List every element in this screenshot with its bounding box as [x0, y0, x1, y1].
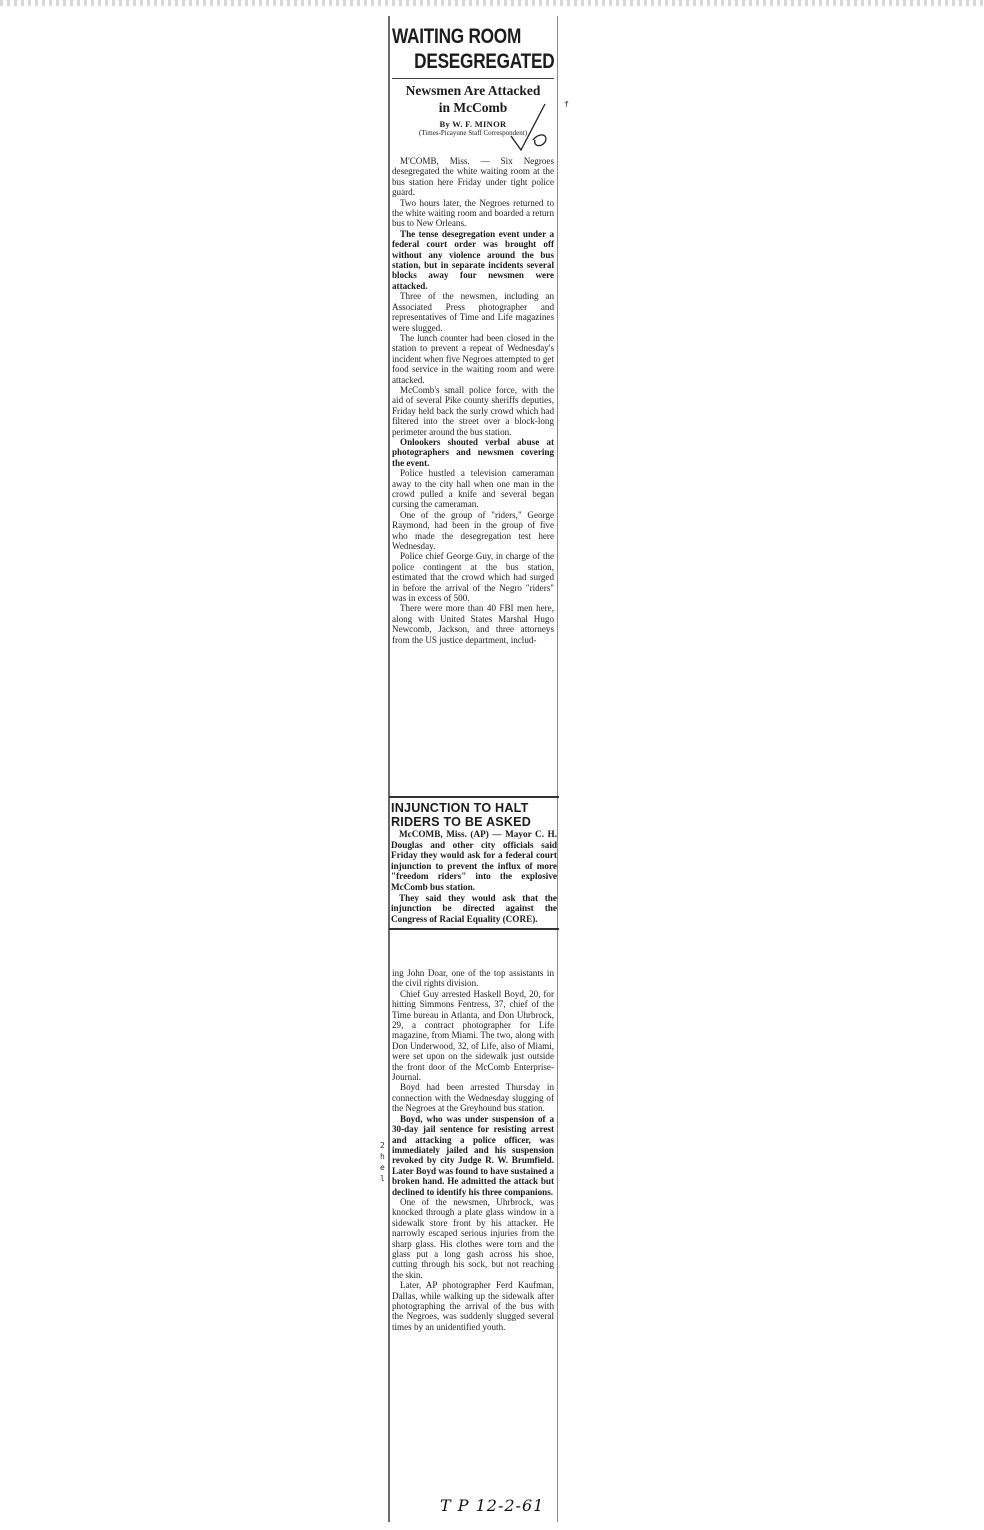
subheadline-line-2: in McComb [438, 100, 508, 115]
headline [392, 24, 555, 74]
byline: By W. F. MINOR [439, 119, 507, 129]
article-body-part-2 [392, 968, 554, 1332]
article-paragraph: Two hours later, the Negroes returned to the white waiting room and boarded a return bus to New Orleans. [392, 197, 554, 229]
subheadline-line-1: Newsmen Are Attacked [405, 83, 541, 98]
article-body-part-1 [392, 156, 554, 645]
article-paragraph: Police chief George Guy, in charge of the police contingent at the bus station, estimated that the crowd which had surged in before the arrival of the Negro "riders" was in excess of 500. [392, 551, 554, 604]
handwritten-check-icon [505, 98, 555, 158]
byline-credit: (Times-Picayune Staff Correspondent) [418, 129, 528, 137]
article-paragraph: Three of the newsmen, including an Associated Press photographer and representatives of Time and Life magazines were slugged. [392, 291, 554, 333]
clipping-right-edge [557, 16, 558, 1522]
article-paragraph: There were more than 40 FBI men here, along with United States Marshal Hugo Newcomb, Jackson, and three attorneys from the US justice department, includ- [392, 603, 554, 645]
article-paragraph: Onlookers shouted verbal abuse at photographers and newsmen covering the event. [392, 436, 554, 468]
handwritten-date-note: T P 12-2-61 [440, 1496, 545, 1515]
sidebar-headline-line-1: INJUNCTION TO HALT [391, 801, 529, 815]
sidebar-paragraph: McCOMB, Miss. (AP) — Mayor C. H. Douglas and other city officials said Friday they would ask for a federal court injunction to prevent the influx of more "freedom riders" into the explosive McComb bus station. [391, 829, 557, 892]
clipping-left-edge [388, 16, 390, 1522]
article-paragraph: M'COMB, Miss. — Six Negroes desegregated the white waiting room at the bus station here Friday under tight police guard. [392, 156, 554, 198]
article-paragraph: The tense desegregation event under a federal court order was brought off without any violence around the bus station, but in separate incidents several blocks away four newsmen were attacked. [392, 228, 554, 291]
article-paragraph: Later, AP photographer Ferd Kaufman, Dallas, while walking up the sidewalk after photographing the arrival of the bus with the Negroes, was suddenly slugged several times by an unidentified youth. [392, 1280, 554, 1332]
article-paragraph: Chief Guy arrested Haskell Boyd, 20, for hitting Simmons Fentress, 37, chief of the Time bureau in Atlanta, and Don Uhrbrock, 29, a contract photographer for Life magazine, from Miami. The two, along with Don Underwood, 32, of Life, also of Miami, were set upon on the sidewalk just outside the front door of the McComb Enterprise-Journal. [392, 988, 554, 1083]
article-paragraph: One of the newsmen, Uhrbrock, was knocked through a plate glass window in a sidewalk store front by his attacker. He narrowly escaped serious injuries from the sharp glass. His clothes were torn and the glass put a long gash across his shoe, cutting through his sock, but not reaching the skin. [392, 1196, 554, 1280]
article-paragraph: Police hustled a television cameraman away to the city hall when one man in the crowd pulled a knife and several began cursing the cameraman. [392, 468, 554, 510]
article-paragraph: Boyd, who was under suspension of a 30-day jail sentence for resisting arrest and attacking a police officer, was immediately jailed and his suspension revoked by city Judge R. W. Brumfield. Later Boyd was found to have sustained a broken hand. He admitted the attack but declined to identify his three companions. [392, 1113, 554, 1197]
sidebar-box [389, 796, 559, 930]
sidebar-paragraph: They said they would ask that the injunction be directed against the Congress of Racial Equality (CORE). [391, 892, 557, 924]
headline-line-2: DESEGREGATED [414, 50, 555, 73]
article-paragraph: ing John Doar, one of the top assistants in the civil rights division. [392, 968, 554, 989]
article-paragraph: Boyd had been arrested Thursday in connection with the Wednesday slugging of the Negroes at the Greyhound bus station. [392, 1082, 554, 1114]
sidebar-headline-line-2: RIDERS TO BE ASKED [391, 815, 532, 829]
article-paragraph: McComb's small police force, with the aid of several Pike county sheriffs deputies, Friday held back the surly crowd which had filtered into the street over a block-long perimeter around the bus station. [392, 384, 554, 437]
scan-edge-artifact [0, 0, 984, 6]
sidebar-body [391, 829, 557, 924]
article-paragraph: The lunch counter had been closed in the station to prevent a repeat of Wednesday's incident when five Negroes attempted to get food service in the waiting room and were attacked. [392, 332, 554, 385]
headline-line-1: WAITING ROOM [392, 25, 522, 48]
article-paragraph: One of the group of "riders," George Raymond, had been in the group of five who made the desegregation test here Wednesday. [392, 509, 554, 552]
headline-rule [392, 78, 554, 79]
right-margin-artifact: f [564, 100, 569, 109]
left-margin-artifact: 2 h e l [380, 1141, 385, 1183]
sidebar-headline [391, 801, 557, 829]
